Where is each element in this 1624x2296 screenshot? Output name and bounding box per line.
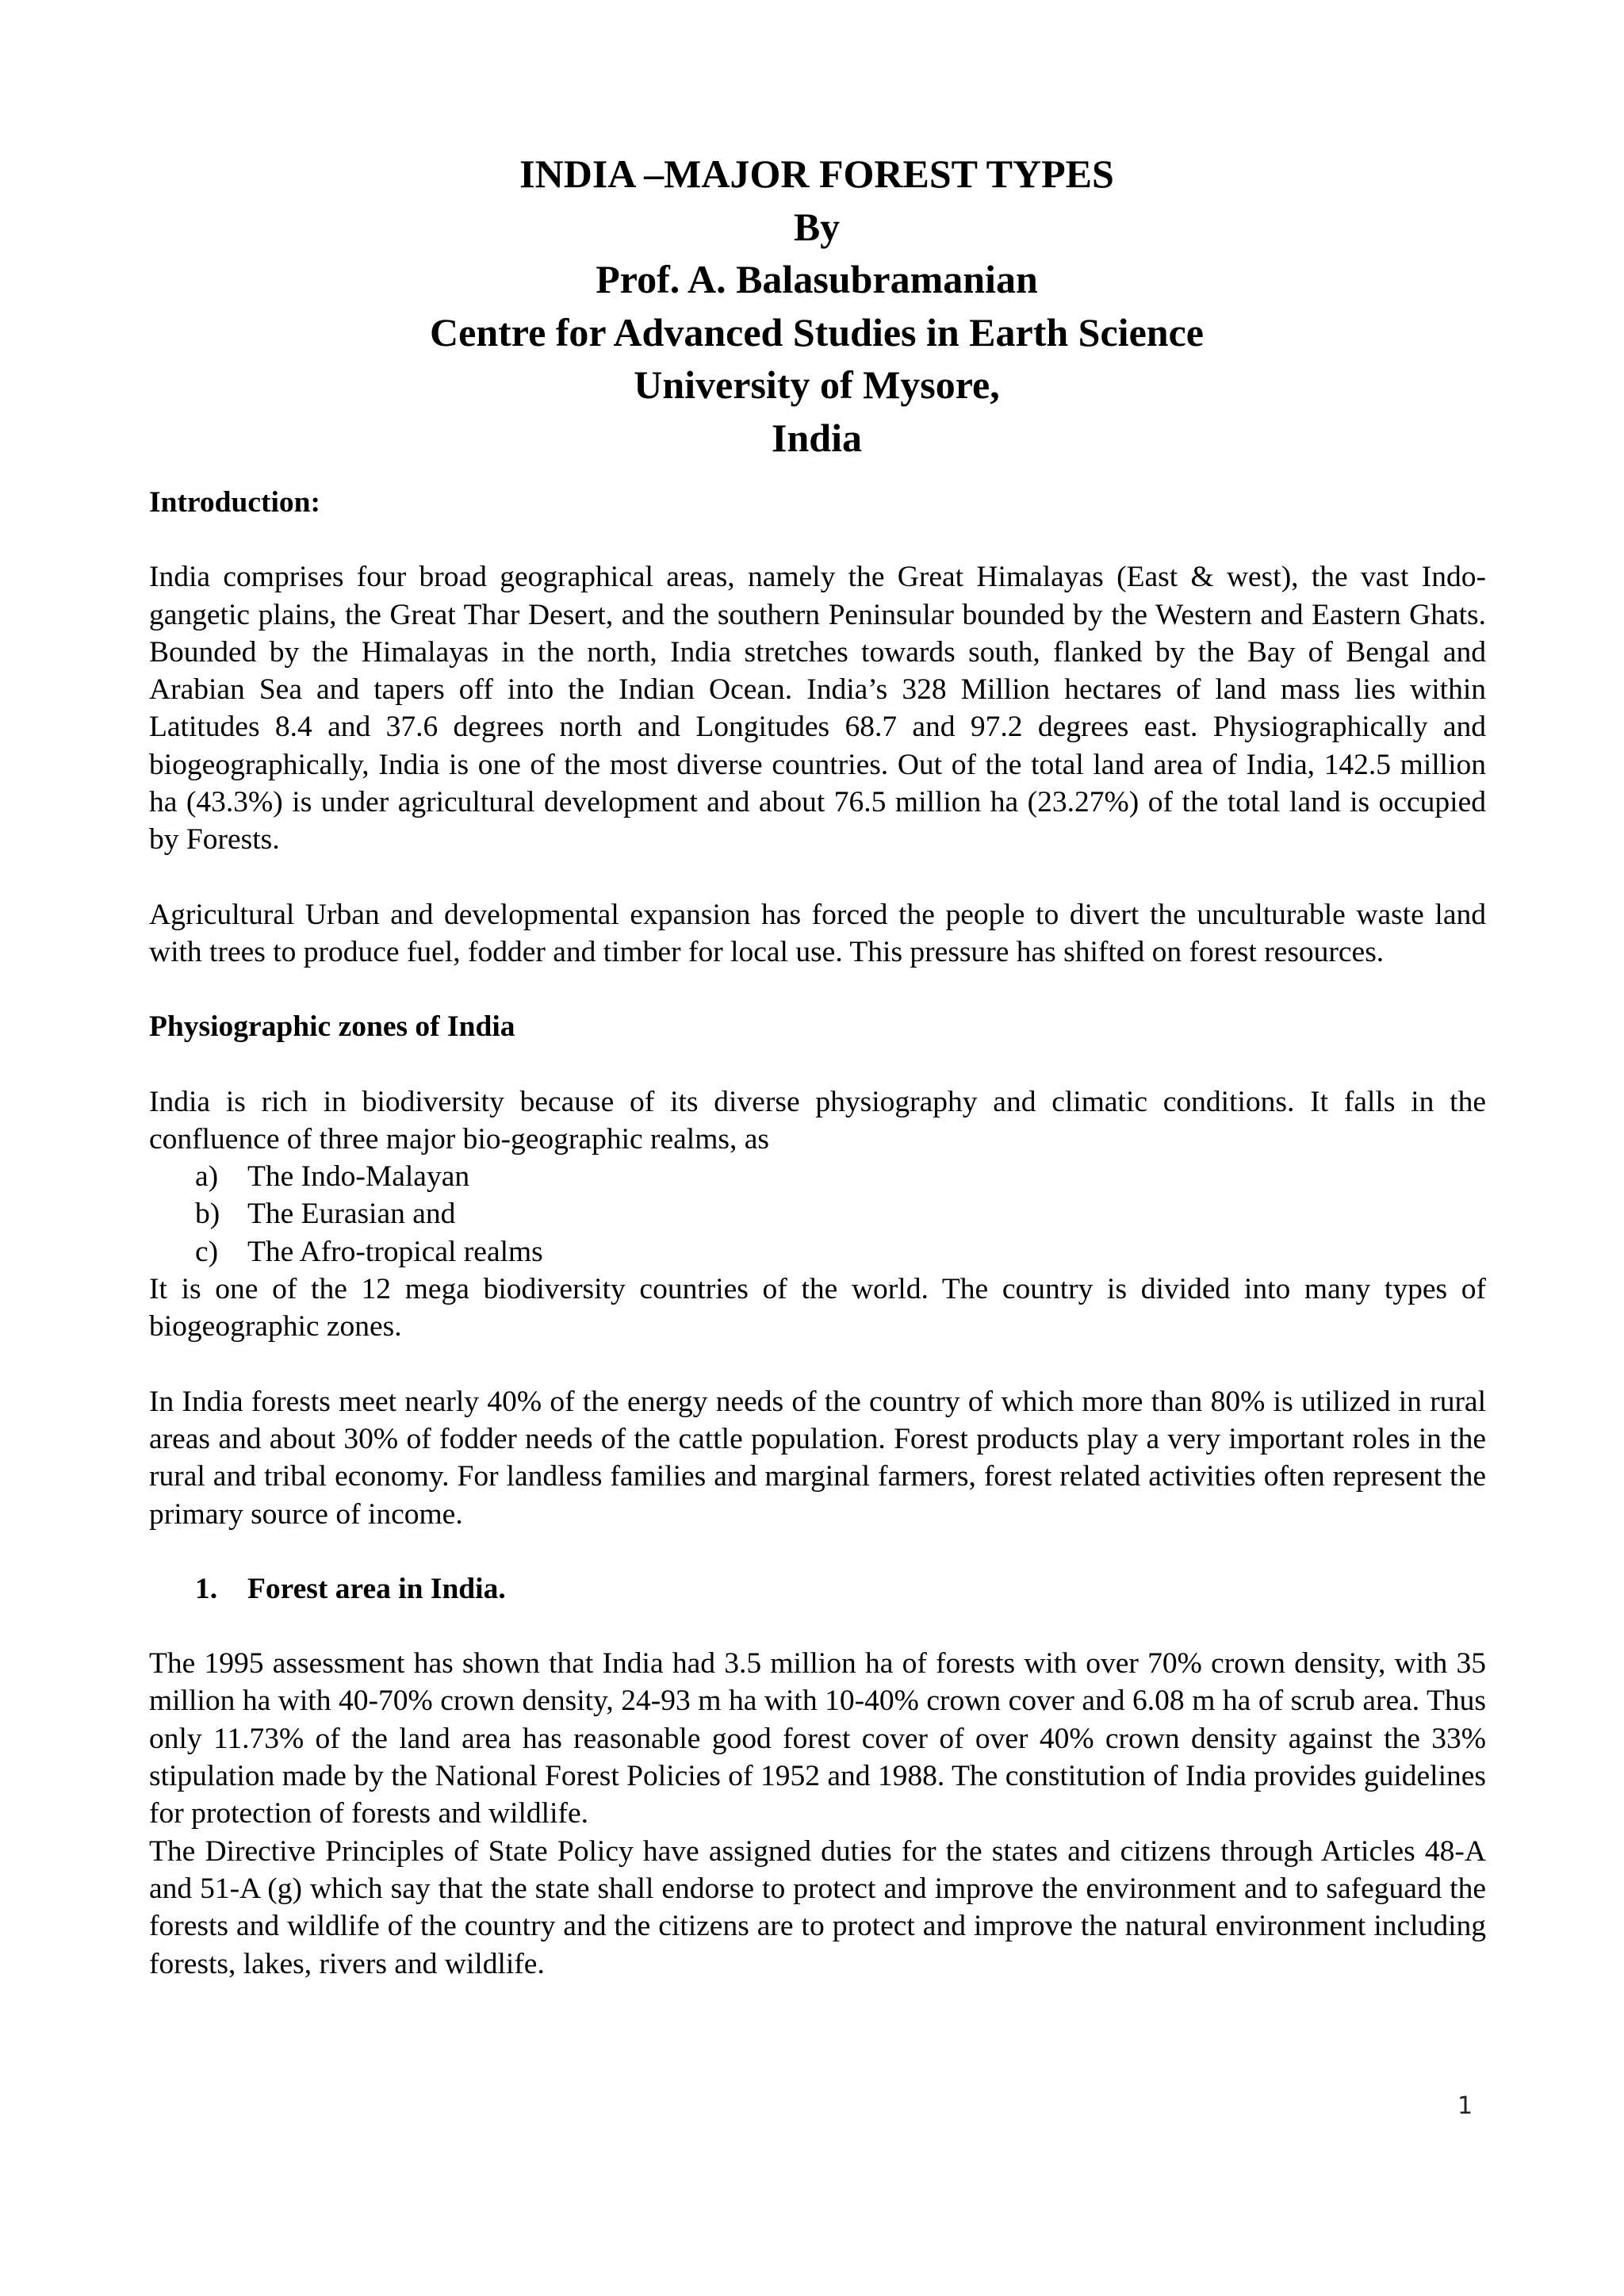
physiographic-paragraph-3: In India forests meet nearly 40% of the energy needs of the country of which more than 80% is utilized in rural areas and about 30% of fodder needs of the cattle population. Forest products play a very important roles in the rural and tribal economy. For landless families and marginal farmers, forest related activities often represent the primary source of income.: [149, 1385, 1486, 1531]
page-number: 1: [1457, 2092, 1473, 2120]
introduction-paragraph-1: India comprises four broad geographical areas, namely the Great Himalayas (East & west), the vast Indo-gangetic plains, the Great Thar Desert, and the southern Peninsular bounded by the Western and Eastern Ghats. Bounded by the Himalayas in the north, India stretches towards south, flanked by the Bay of Bengal and Arabian Sea and tapers off into the Indian Ocean. India’s 328 Million hectares of land mass lies within Latitudes 8.4 and 37.6 degrees north and Longitudes 68.7 and 97.2 degrees east. Physiographically and biogeographically, India is one of the most diverse countries. Out of the total land area of India, 142.5 million ha (43.3%) is under agricultural development and about 76.5 million ha (23.27%) of the total land is occupied by Forests.: [149, 561, 1486, 857]
list-item: [149, 1158, 1486, 1195]
by-line: By: [793, 204, 841, 249]
document-title: INDIA –MAJOR FOREST TYPES: [519, 151, 1114, 196]
document-body: [149, 484, 1486, 1983]
list-item: [149, 1233, 1486, 1271]
list-marker: c): [195, 1235, 219, 1268]
author-university: University of Mysore,: [634, 362, 1000, 407]
title-block: [0, 148, 1624, 464]
realms-list: [149, 1158, 1486, 1271]
forest-area-paragraph-2: The Directive Principles of State Policy have assigned duties for the states and citizens through Articles 48-A and 51-A (g) which say that the state shall endorse to protect and improve the environment and to safeguard the forests and wildlife of the country and the citizens are to protect and improve the natural environment including forests, lakes, rivers and wildlife.: [149, 1834, 1486, 1980]
list-item-text: The Eurasian and: [247, 1198, 456, 1231]
list-item: [149, 1195, 1486, 1232]
list-item-text: The Afro-tropical realms: [247, 1235, 543, 1268]
list-item-text: The Indo-Malayan: [247, 1160, 470, 1194]
introduction-paragraph-2: Agricultural Urban and developmental expansion has forced the people to divert the unculturable waste land with trees to produce fuel, fodder and timber for local use. This pressure has shifted on forest resources.: [149, 898, 1486, 968]
section-number: 1.: [195, 1572, 218, 1605]
list-marker: b): [195, 1198, 220, 1231]
physiographic-paragraph-2: It is one of the 12 mega biodiversity countries of the world. The country is divided into many types of biogeographic zones.: [149, 1273, 1486, 1343]
introduction-heading: Introduction:: [149, 486, 321, 519]
forest-area-paragraph-1: The 1995 assessment has shown that India had 3.5 million ha of forests with over 70% crown density, with 35 million ha with 40-70% crown density, 24-93 m ha with 10-40% crown cover and 6.08 m ha of scrub area. Thus only 11.73% of the land area has reasonable good forest cover of over 40% crown density against the 33% stipulation made by the National Forest Policies of 1952 and 1988. The constitution of India provides guidelines for protection of forests and wildlife.: [149, 1647, 1486, 1830]
author-country: India: [772, 415, 862, 460]
author-name: Prof. A. Balasubramanian: [596, 257, 1038, 301]
author-affiliation: Centre for Advanced Studies in Earth Science: [430, 309, 1204, 355]
section-title: Forest area in India.: [247, 1572, 506, 1605]
physiographic-paragraph-1: India is rich in biodiversity because of its diverse physiography and climatic conditions. It falls in the confluence of three major bio-geographic realms, as: [149, 1085, 1486, 1156]
forest-area-heading: [149, 1570, 1486, 1608]
physiographic-heading: Physiographic zones of India: [149, 1010, 515, 1044]
list-marker: a): [195, 1160, 219, 1194]
